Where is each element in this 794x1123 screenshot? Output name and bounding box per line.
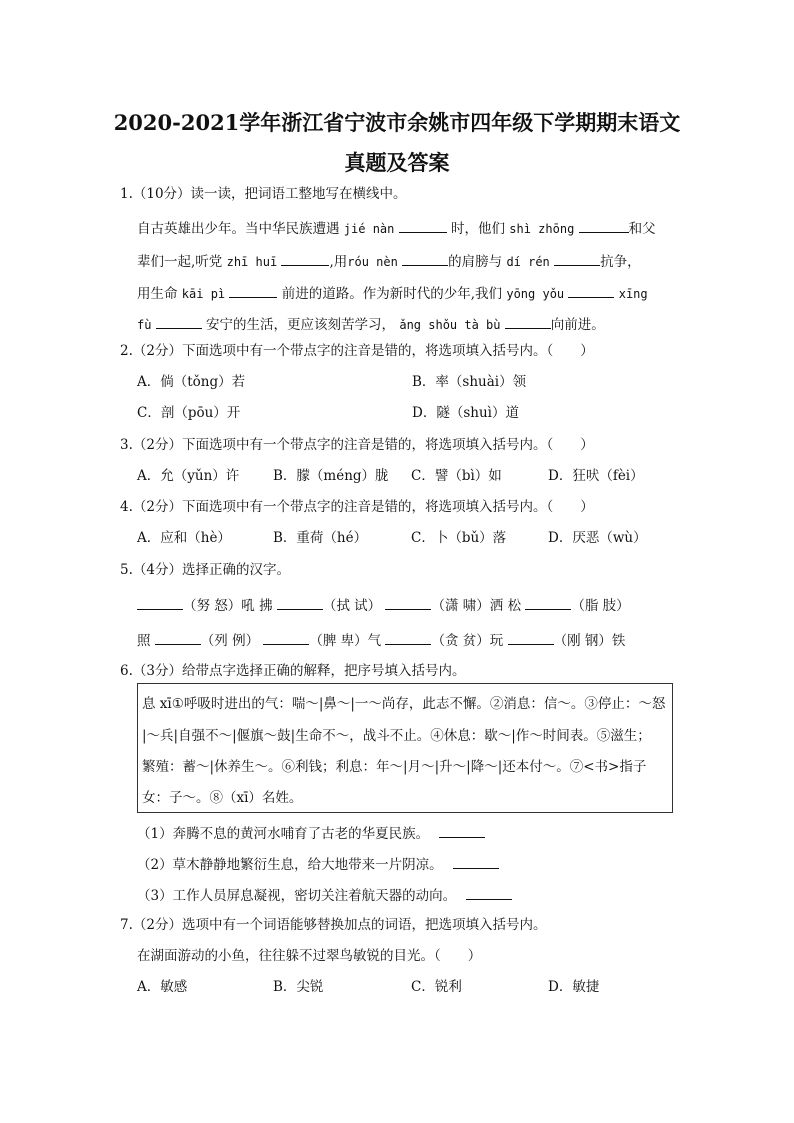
q1-line-2: 辈们一起,听党 zhī huī ,用róu nèn 的肩膀与 dí rén 抗争， [137, 254, 641, 270]
answer-blank[interactable] [554, 253, 600, 266]
q7-heading: 7.（2分）选项中有一个词语能够替换加点的词语，把选项填入括号内。 [120, 917, 547, 933]
q2-option-b[interactable]: B．率（shuài）领 [412, 374, 527, 390]
q2-heading: 2.（2分）下面选项中有一个带点字的注音是错的，将选项填入括号内。（ ） [120, 343, 594, 359]
q7-sentence: 在湖面游动的小鱼，往往躲不过翠鸟敏锐的目光。（ ） [137, 948, 482, 964]
page-title: 2020-2021学年浙江省宁波市余姚市四年级下学期期末语文 [113, 110, 681, 135]
answer-blank[interactable] [568, 285, 614, 298]
q7-option-b[interactable]: B．尖锐 [273, 979, 324, 995]
q4-option-a[interactable]: A．应和（hè） [137, 530, 231, 546]
q4-heading: 4.（2分）下面选项中有一个带点字的注音是错的，将选项填入括号内。（ ） [120, 499, 594, 515]
definition-line-1: 息 xī①呼吸时进出的气：喘～|鼻～|一～尚存，此志不懈。②消息：信～。③停止：～怒 [142, 696, 666, 712]
q7-option-a[interactable]: A．敏感 [137, 979, 188, 995]
answer-blank[interactable] [137, 597, 183, 610]
answer-blank[interactable] [579, 220, 629, 233]
pinyin: dí rén [506, 255, 550, 269]
definition-line-2: |～兵|自强不～|偃旗～鼓|生命不～，战斗不止。④休息：歇～|作～时间表。⑤滋生； [142, 728, 651, 744]
answer-blank[interactable] [385, 632, 431, 645]
answer-blank[interactable] [402, 253, 448, 266]
pinyin: ǎng shǒu tà bù [399, 318, 501, 332]
q3-option-c[interactable]: C．譬（bì）如 [411, 468, 502, 484]
q4-option-d[interactable]: D．厌恶（wù） [548, 530, 647, 546]
q4-option-b[interactable]: B．重荷（hé） [273, 530, 368, 546]
q3-heading: 3.（2分）下面选项中有一个带点字的注音是错的，将选项填入括号内。（ ） [120, 437, 594, 453]
answer-blank[interactable] [385, 597, 431, 610]
q3-option-a[interactable]: A．允（yǔn）许 [137, 468, 240, 484]
pinyin: shì zhōng [509, 222, 575, 236]
answer-blank[interactable] [505, 316, 551, 329]
q3-option-d[interactable]: D．狂吠（fèi） [548, 468, 644, 484]
answer-blank[interactable] [439, 825, 485, 838]
pinyin: kāi pì [181, 287, 226, 301]
q2-option-a[interactable]: A．倘（tǒng）若 [137, 374, 246, 390]
pinyin: zhī huī [226, 255, 278, 269]
answer-blank[interactable] [525, 597, 571, 610]
q7-option-c[interactable]: C．锐利 [411, 979, 462, 995]
q1-line-4: fù 安宁的生活，更应该刻苦学习， ǎng shǒu tà bù 向前进。 [137, 317, 605, 333]
q3-option-b[interactable]: B．朦（méng）胧 [273, 468, 389, 484]
answer-blank[interactable] [466, 887, 512, 900]
q2-option-c[interactable]: C．剖（pōu）开 [137, 405, 241, 421]
pinyin: róu nèn [347, 255, 398, 269]
answer-blank[interactable] [229, 285, 277, 298]
definition-line-4: 女：子～。⑧（xī）名姓。 [142, 790, 303, 806]
q6-sentence-2: （2）草木静静地繁衍生息，给大地带来一片阴凉。 [137, 856, 499, 873]
answer-blank[interactable] [156, 316, 202, 329]
answer-blank[interactable] [155, 632, 201, 645]
q5-heading: 5.（4分）选择正确的汉字。 [120, 562, 290, 578]
answer-blank[interactable] [263, 632, 309, 645]
pinyin: xīng [618, 287, 648, 301]
answer-blank[interactable] [453, 856, 499, 869]
q2-option-d[interactable]: D．隧（shuì）道 [412, 405, 519, 421]
answer-blank[interactable] [281, 253, 329, 266]
definition-line-3: 繁殖：蓄～|休养生～。⑥利钱；利息：年～|月～|升～|降～|还本付～。⑦<书>指子 [142, 759, 647, 775]
pinyin: yōng yǒu [506, 287, 565, 301]
answer-blank[interactable] [277, 597, 323, 610]
answer-blank[interactable] [399, 220, 447, 233]
q5-row-1: （努 怒）吼 拂 （拭 试） （潇 啸）洒 松 （脂 肢） [137, 597, 630, 614]
q5-row-2: 照 （列 例） （脾 卑）气 （贪 贫）玩 （刚 钢）铁 [137, 633, 626, 649]
q7-option-d[interactable]: D．敏捷 [548, 979, 600, 995]
answer-blank[interactable] [508, 632, 554, 645]
q1-line-3: 用生命 kāi pì 前进的道路。作为新时代的少年,我们 yōng yǒu xīng [137, 286, 648, 302]
q6-sentence-3: （3）工作人员屏息凝视，密切关注着航天器的动向。 [137, 887, 512, 904]
pinyin: jié nàn [343, 222, 395, 236]
page-title-line2: 真题及答案 [344, 150, 450, 175]
q4-option-c[interactable]: C．卜（bǔ）落 [411, 530, 507, 546]
q1-line-1: 自古英雄出少年。当中华民族遭遇 jié nàn 时，他们 shì zhōng 和父 [137, 221, 656, 237]
q6-heading: 6.（3分）给带点字选择正确的解释，把序号填入括号内。 [120, 663, 466, 679]
q6-sentence-1: （1）奔腾不息的黄河水哺育了古老的华夏民族。 [137, 825, 485, 842]
pinyin: fù [137, 318, 152, 332]
q1-heading: 1.（10分）读一读，把词语工整地写在横线中。 [120, 186, 407, 202]
